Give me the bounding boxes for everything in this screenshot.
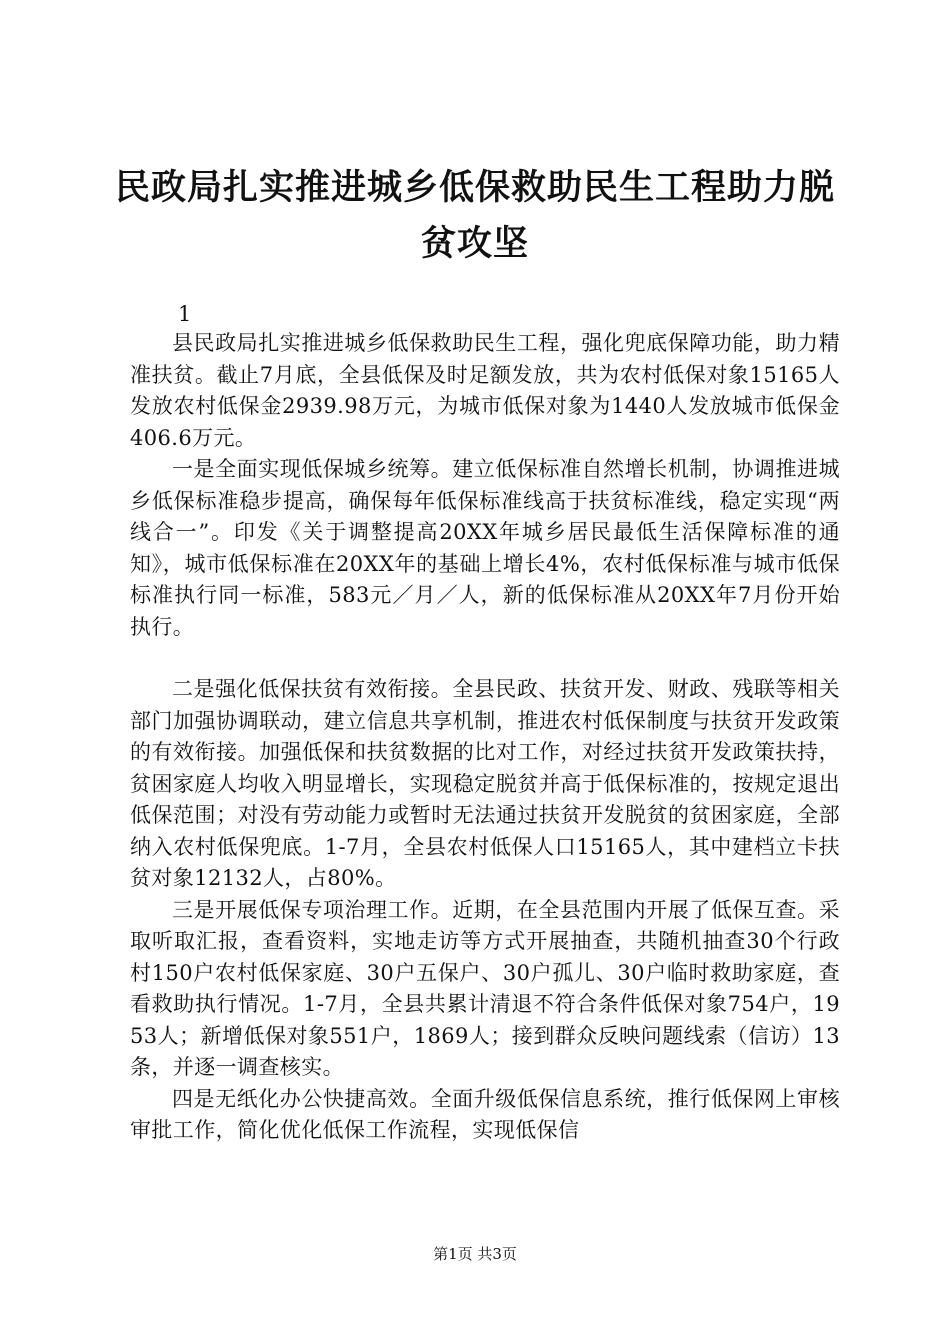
paragraph-point-3: 三是开展低保专项治理工作。近期，在全县范围内开展了低保互查。采取听取汇报，查看资料，实地走访等方式开展抽查，共随机抽查30个行政村150户农村低保家庭、30户五保户、30户孤儿、30户临时救助家庭，查看救助执行情况。1-7月，全县共累计清退不符合条件低保对象754户，1953人；新增低保对象551户，1869人；接到群众反映问题线索（信访）13条，并逐一调查核实。 [130,897,840,1079]
page-footer: 第1页 共3页 [433,1245,517,1263]
paragraph-intro: 县民政局扎实推进城乡低保救助民生工程，强化兜底保障功能，助力精准扶贫。截止7月底，全县低保及时足额发放，共为农村低保对象15165人发放农村低保金2939.98万元，为城市低保对象为1440人发放城市低保金406.6万元。 [130,331,840,450]
document-body [130,300,840,1147]
section-number: 1 [178,302,192,326]
document-title: 民政局扎实推进城乡低保救助民生工程助力脱贫攻坚 [114,168,835,264]
paragraph-point-2: 二是强化低保扶贫有效衔接。全县民政、扶贫开发、财政、残联等相关部门加强协调联动，建立信息共享机制，推进农村低保制度与扶贫开发政策的有效衔接。加强低保和扶贫数据的比对工作，对经过扶贫开发政策扶持，贫困家庭人均收入明显增长，实现稳定脱贫并高于低保标准的，按规定退出低保范围；对没有劳动能力或暂时无法通过扶贫开发脱贫的贫困家庭，全部纳入农村低保兜底。1-7月，全县农村低保人口15165人，其中建档立卡扶贫对象12132人，占80%。 [130,677,840,890]
paragraph-point-1: 一是全面实现低保城乡统筹。建立低保标准自然增长机制，协调推进城乡低保标准稳步提高，确保每年低保标准线高于扶贫标准线，稳定实现“两线合一”。印发《关于调整提高20XX年城乡居民最低生活保障标准的通知》，城市低保标准在20XX年的基础上增长4%，农村低保标准与城市低保标准执行同一标准，583元／月／人，新的低保标准从20XX年7月份开始执行。 [130,457,840,639]
paragraph-point-4: 四是无纸化办公快捷高效。全面升级低保信息系统，推行低保网上审核审批工作，简化优化低保工作流程，实现低保信 [130,1086,840,1142]
